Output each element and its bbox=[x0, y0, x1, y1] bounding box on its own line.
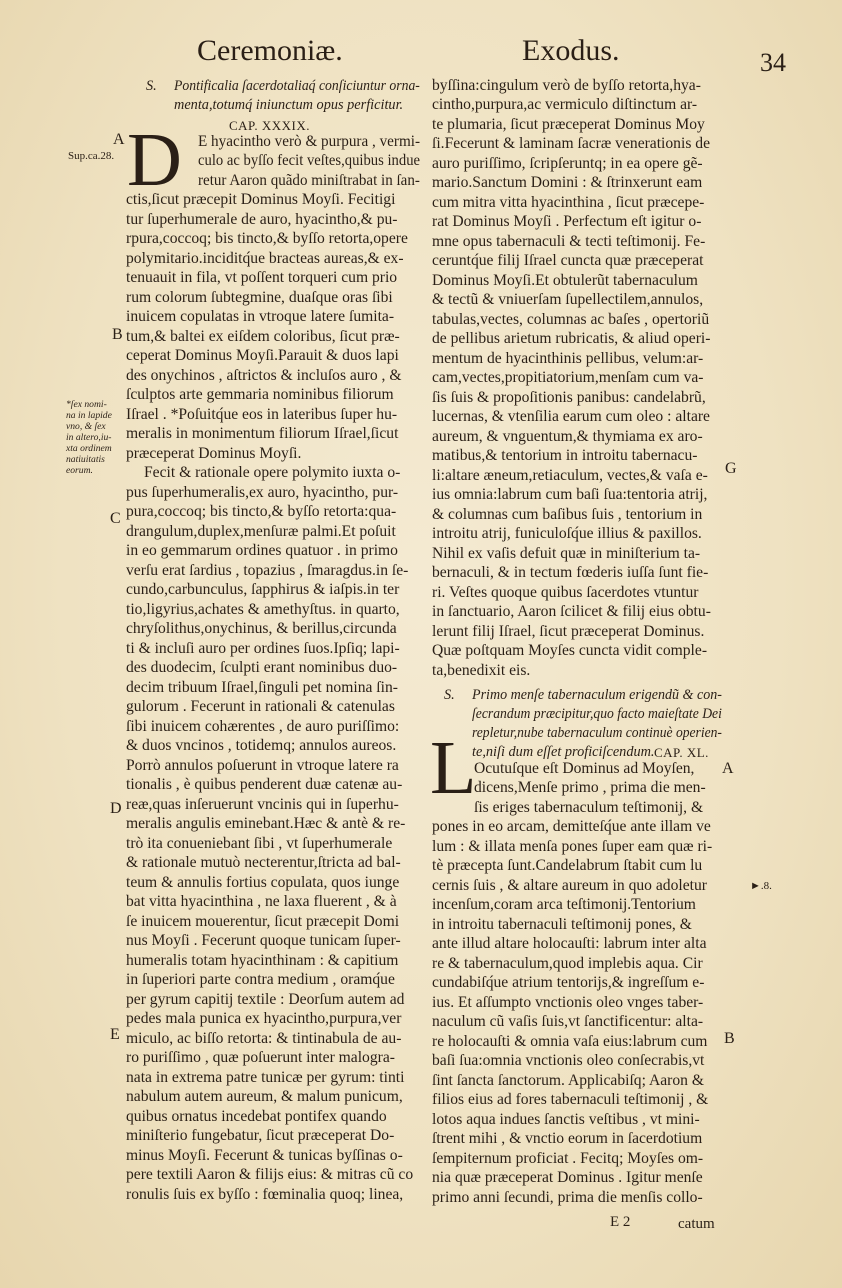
text-line: rpura,coccoq; bis tincto,& byſſo retorta,opere bbox=[126, 230, 408, 247]
margin-letter-c: C bbox=[110, 510, 121, 527]
text-line: Iſrael . *Poſuitq́ue eos in lateribus ſuper hu- bbox=[126, 406, 398, 423]
text-line: ti & incluſi auro per ordines ſuos.Ipſiq; lapi- bbox=[126, 640, 400, 657]
text-line: mentum de hyacinthinis pellibus, velum:ar- bbox=[432, 350, 704, 367]
text-line: pura,coccoq; bis tincto,& byſſo retorta:qua- bbox=[126, 503, 397, 520]
text-line: E hyacintho verò & purpura , vermi- bbox=[198, 133, 421, 150]
text-line: ſe inuicem mouerentur, ſicut præcepit Domi bbox=[126, 913, 400, 930]
text-line: retur Aaron quãdo miniſtrabat in ſan- bbox=[198, 172, 420, 189]
text-line: pere textili Aaron & filijs eius: & mitras cũ co bbox=[126, 1166, 414, 1183]
text-line: miniſterio fungebatur, ſicut præceperat Do- bbox=[126, 1127, 395, 1144]
text-line: tum,& baltei ex eiſdem coloribus, ſicut præ- bbox=[126, 328, 400, 345]
text-line: lerunt filij Iſrael, ſicut præceperat Dominus. bbox=[432, 623, 705, 640]
text-line: ri. Veſtes quoque quibus ſacerdotes vtuntur bbox=[432, 584, 699, 601]
text-line: per gyrum capitij textile : Deorſum autem ad bbox=[126, 991, 405, 1008]
text-line: Nihil ex vaſis defuit quæ in miniſterium ta- bbox=[432, 545, 701, 562]
text-line: cintho,purpura,ac vermiculo diſtinctum ar- bbox=[432, 96, 698, 113]
text-line: trò ita conueniebant ſibi , vt ſuperhumerale bbox=[126, 835, 393, 852]
text-line: nia quæ præceperat Dominus . Igitur menſe bbox=[432, 1169, 703, 1186]
text-line: pedes mala punica ex hyacintho,purpura,ver bbox=[126, 1010, 402, 1027]
text-line: des duodecim, ſculpti erant nominibus duo- bbox=[126, 659, 398, 676]
text-line: ceperat Dominus Moyſi.Parauit & duos lapi bbox=[126, 347, 399, 364]
text-line: re holocauſti & omnia vaſa eius:labrum cum bbox=[432, 1033, 708, 1050]
text-line: præceperat Dominus Moyſi. bbox=[126, 445, 302, 462]
margin-letter-e: E bbox=[110, 1026, 120, 1043]
summary-line: Pontificalia ſacerdotaliaq́ conſiciuntur orna- bbox=[174, 78, 420, 94]
text-line: & duos vncinos , totidemq; annulos aureos. bbox=[126, 737, 397, 754]
text-line: pus ſuperhumeralis,ex auro, hyacintho, pur- bbox=[126, 484, 399, 501]
text-line: in eo gemmarum ordines quatuor . in primo bbox=[126, 542, 398, 559]
text-line: lum : & illata menſa pones ſuper eam quæ ri- bbox=[432, 838, 713, 855]
text-line: mne opus tabernaculi & tecti teſtimonij. Fe- bbox=[432, 233, 706, 250]
text-line: Quæ poſtquam Moyſes cuncta vidit comple- bbox=[432, 642, 708, 659]
margin-letter-d: D bbox=[110, 800, 122, 817]
summary-line: repletur,nube tabernaculum continuè operien- bbox=[472, 725, 722, 741]
text-line: tè præcepta ſunt.Candelabrum ſtabit cum lu bbox=[432, 857, 703, 874]
text-line: nabulum autem aureum, & malum punicum, bbox=[126, 1088, 403, 1105]
text-line: bat vitta hyacinthina , ne laxa fluerent , & à bbox=[126, 893, 397, 910]
text-line: dicens,Menſe primo , prima die men- bbox=[474, 779, 706, 796]
text-line: Ocutuſque eſt Dominus ad Moyſen, bbox=[474, 760, 695, 777]
text-line: humeralis totam hyacinthinam : & capitium bbox=[126, 952, 399, 969]
text-line: de pellibus arietum rubricatis, & aliud operi- bbox=[432, 330, 711, 347]
text-line: aureum, & vnguentum,& thymiama ex aro- bbox=[432, 428, 703, 445]
margin-note: *ſex nomi- na in lapide vno, & ſex in altero,iu- xta ordinem natiuitatis eorum. bbox=[66, 399, 112, 476]
text-line: ro puriſſimo , quæ poſuerunt inter malogra- bbox=[126, 1049, 395, 1066]
text-line: ius omnia:labrum cum baſi ſua:tentoria atrij, bbox=[432, 486, 708, 503]
text-line: verſu erat ſardius , topazius , ſmaragdus.in ſe- bbox=[126, 562, 409, 579]
text-line: introitu atrij, funiculoſq́ue illius & paxillos. bbox=[432, 525, 702, 542]
text-line: tio,ligyrius,achates & amethyſtus. in quarto, bbox=[126, 601, 400, 618]
signature-mark: E 2 bbox=[610, 1214, 631, 1230]
text-line: nata in extrema patre tunicæ per gyrum: tinti bbox=[126, 1069, 405, 1086]
text-line: ſis eriges tabernaculum teſtimonij, & bbox=[474, 799, 704, 816]
text-line: ctis,ſicut præcepit Dominus Moyſi. Fecitigi bbox=[126, 191, 396, 208]
margin-reference-right: ►.8. bbox=[750, 880, 772, 892]
summary-line: ſecrandum præcipitur,quo facto maieſtate Dei bbox=[472, 706, 722, 722]
text-line: in ſuperiori parte contra medium , oramq́ue bbox=[126, 971, 395, 988]
margin-letter-a: A bbox=[113, 131, 125, 148]
text-line: in introitu tabernaculi teſtimonij pones, & bbox=[432, 916, 692, 933]
text-line: teum & annulis fortius copulata, quos iunge bbox=[126, 874, 400, 891]
text-line: ſempiternum proficiat . Fecitq; Moyſes om- bbox=[432, 1150, 704, 1167]
text-line: ſint ſancta ſanctorum. Applicabiſq; Aaron & bbox=[432, 1072, 704, 1089]
text-line: cum mitra vitta hyacinthina , ſicut præcepe- bbox=[432, 194, 705, 211]
text-line: lotos aqua indues ſanctis veſtibus , vt mini- bbox=[432, 1111, 700, 1128]
text-line: matibus,& tentorium in introitu tabernacu- bbox=[432, 447, 698, 464]
text-line: bernaculi, & in tectum fœderis iuſſa ſunt fie- bbox=[432, 564, 709, 581]
chapter-heading: CAP. XL. bbox=[654, 745, 709, 760]
text-line: inuicem copulatas in vtroque latere ſumita- bbox=[126, 308, 395, 325]
summary-mark: S. bbox=[146, 78, 157, 94]
text-line: miculo, ac biſſo retorta: & tintinabula de au- bbox=[126, 1030, 402, 1047]
text-line: meralis in monimentum filiorum Iſrael,ſicut bbox=[126, 425, 399, 442]
text-line: re & tabernaculum,quod implebis aqua. Cir bbox=[432, 955, 703, 972]
text-line: ta,benedixit eis. bbox=[432, 662, 531, 679]
text-line: nus Moyſi . Fecerunt quoque tunicam ſuper- bbox=[126, 932, 401, 949]
margin-reference: Sup.ca.28. bbox=[68, 150, 115, 162]
text-line: naculum cũ vaſis ſuis,vt ſanctificentur: alta- bbox=[432, 1013, 704, 1030]
margin-letter-b: B bbox=[112, 326, 123, 343]
summary-line: Primo menſe tabernaculum erigendũ & con- bbox=[472, 687, 722, 703]
text-line: incenſum,coram arca teſtimonij.Tentorium bbox=[432, 896, 696, 913]
text-line: polymitario.inciditq́ue bracteas aureas,& ex- bbox=[126, 250, 404, 267]
text-line: reæ,quas inſeruerunt vncinis qui in ſuperhu- bbox=[126, 796, 399, 813]
text-line: filios eius ad fores tabernaculi teſtimonij , & bbox=[432, 1091, 709, 1108]
catchword: catum bbox=[678, 1216, 715, 1232]
text-line: gulorum . Fecerunt in rationali & catenulas bbox=[126, 698, 395, 715]
text-line: cam,vectes,propitiatorium,menſam cum va- bbox=[432, 369, 704, 386]
running-head-left: Ceremoniæ. bbox=[197, 34, 343, 67]
text-line: baſi ſua:omnia vnctionis oleo conſecrabis,vt bbox=[432, 1052, 705, 1069]
text-line: & tectũ & vniuerſam ſupellectilem,annulos, bbox=[432, 291, 704, 308]
text-line: culo ac byſſo fecit veſtes,quibus indue bbox=[198, 152, 421, 169]
folio-number: 34 bbox=[760, 48, 786, 77]
chapter-heading: CAP. XXXIX. bbox=[229, 118, 310, 133]
text-line: chryſolithus,onychinus, & berillus,circunda bbox=[126, 620, 397, 637]
summary-line: te,niſi dum eſſet proficiſcendum. bbox=[472, 744, 655, 760]
margin-letter-b-right: B bbox=[724, 1030, 735, 1047]
text-line: ante illud altare holocauſti: labrum inter alta bbox=[432, 935, 707, 952]
text-line: rat Dominus Moyſi . Perfectum eſt igitur o- bbox=[432, 213, 702, 230]
margin-letter-a-right: A bbox=[722, 760, 734, 777]
text-line: ius. Et aſſumpto vnctionis oleo vnges taber- bbox=[432, 994, 704, 1011]
text-line: & rationale mutuò necterentur,ſtricta ad bal- bbox=[126, 854, 401, 871]
text-line: cernis ſuis , & altare aureum in quo adoletur bbox=[432, 877, 707, 894]
text-line: minus Moyſi. Fecerunt & tunicas byſſinas o- bbox=[126, 1147, 403, 1164]
text-line: tenuauit in fila, vt poſſent torqueri cum prio bbox=[126, 269, 398, 286]
text-line: tur ſuperhumerale de auro, hyacintho,& pu- bbox=[126, 211, 398, 228]
text-line: & columnas cum baſibus ſuis , tentorium in bbox=[432, 506, 703, 523]
text-line: quibus ornatus incedebat pontifex quando bbox=[126, 1108, 387, 1125]
text-line: rum colorum ſubtegmine, duaſque oras ſibi bbox=[126, 289, 393, 306]
text-line: lucernas, & vtenſilia earum cum oleo : altare bbox=[432, 408, 710, 425]
text-line: Fecit & rationale opere polymito iuxta o- bbox=[144, 464, 401, 481]
text-line: te plumaria, ſicut præceperat Dominus Moy bbox=[432, 116, 705, 133]
text-line: pones in eo arcam, demitteſq́ue ante illam ve bbox=[432, 818, 711, 835]
text-line: ſibi inuicem cohærentes , de auro puriſſimo: bbox=[126, 718, 400, 735]
text-line: li:altare æneum,retiaculum, vectes,& vaſa e- bbox=[432, 467, 708, 484]
text-line: tionalis , è quibus penderent duæ catenæ au- bbox=[126, 776, 403, 793]
text-line: ſtrent mihi , & vnctio eorum in ſacerdotium bbox=[432, 1130, 703, 1147]
text-line: meralis angulis eminebant.Hæc & antè & re- bbox=[126, 815, 406, 832]
drop-capital-l: L bbox=[430, 726, 477, 810]
text-line: ſculptos arte gemmaria nominibus filiorum bbox=[126, 386, 394, 403]
text-line: mario.Sanctum Domini : & ſtrinxerunt eam bbox=[432, 174, 703, 191]
text-line: drangulum,duplex,menſuræ palmi.Et poſuit bbox=[126, 523, 396, 540]
text-line: ronulis ſuis ex byſſo : fœminalia quoq; linea, bbox=[126, 1186, 404, 1203]
text-line: ſis ſuis & propoſitionis panibus: candelabrũ, bbox=[432, 389, 706, 406]
summary-line: menta,totumq́ iniunctum opus perficitur. bbox=[174, 97, 404, 113]
text-line: des onychinos , aſtrictos & incluſos auro , & bbox=[126, 367, 402, 384]
drop-capital-d: D bbox=[127, 118, 182, 202]
text-line: ceruntq́ue filij Iſrael cuncta quæ præceperat bbox=[432, 252, 704, 269]
text-line: ſi.Fecerunt & laminam ſacræ venerationis de bbox=[432, 135, 710, 152]
text-line: Dominus Moyſi.Et obtulerũt tabernaculum bbox=[432, 272, 698, 289]
running-head-right: Exodus. bbox=[522, 34, 620, 67]
text-line: primo anni ſecundi, prima die menſis collo- bbox=[432, 1189, 703, 1206]
summary-mark: S. bbox=[444, 687, 455, 703]
margin-letter-g: G bbox=[725, 460, 737, 477]
text-line: tabulas,vectes, columnas ac baſes , opertoriũ bbox=[432, 311, 710, 328]
text-line: decim tribuum Iſrael,ſinguli pet nomina ſin- bbox=[126, 679, 398, 696]
text-line: auro puriſſimo, ſcripſeruntq; in ea opere gẽ- bbox=[432, 155, 703, 172]
text-line: cundo,carbunculus, ſapphirus & iaſpis.in ter bbox=[126, 581, 400, 598]
text-line: in ſanctuario, Aaron ſcilicet & filij eius obtu- bbox=[432, 603, 711, 620]
text-line: cundabiſq́ue atrium tentorijs,& ingreſſum e- bbox=[432, 974, 705, 991]
text-line: byſſina:cingulum verò de byſſo retorta,hya- bbox=[432, 77, 701, 94]
text-line: Porrò annulos poſuerunt in vtroque latere ra bbox=[126, 757, 399, 774]
